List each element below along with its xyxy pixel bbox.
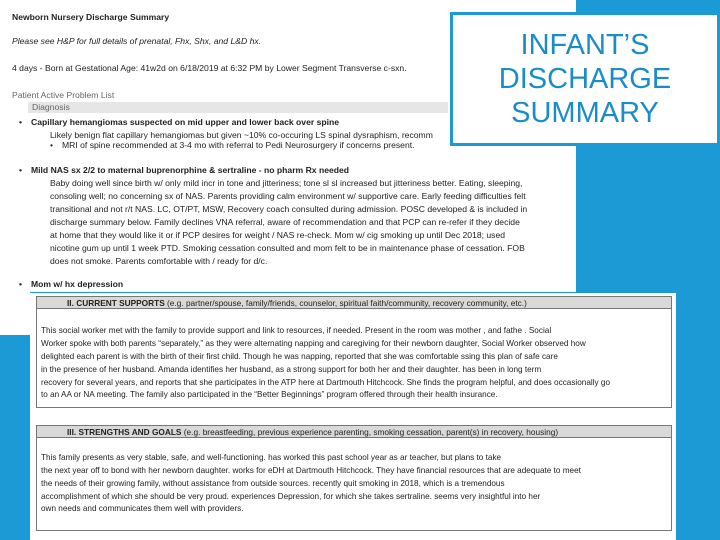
- strengths-goals-header: [37, 426, 671, 438]
- strengths-line: the next year off to bond with her newborn daughter. works for eDH at Dartmouth Hitchcock. They have financial resources that are adequate to meet: [41, 466, 581, 475]
- title-line: SUMMARY: [511, 97, 659, 129]
- problem-3: • Mom w/ hx depression: [31, 279, 123, 290]
- problem-2-line: Baby doing well since birth w/ only mild incr in tone and jitteriness; tone sl sl increased but jitteriness better. Eating, sleeping,: [50, 178, 523, 188]
- supports-line: in the presence of her husband. Amanda identifies her husband, as a strong support for both her and their daughter. has been in long term: [41, 365, 542, 374]
- section-subtitle: (e.g. breastfeeding, previous experience parenting, smoking cessation, parent(s) in recovery, housing): [181, 427, 559, 437]
- diagnosis-header-bar: [28, 102, 448, 113]
- summary-note: Please see H&P for full details of prenatal, Fhx, Shx, and L&D hx.: [12, 36, 262, 46]
- supports-line: recovery for several years, and reports that she participates in the ATP here at Dartmouth Hitchcock. She finds the program helpful, and does occasionally go: [41, 378, 611, 387]
- section-title: III. STRENGTHS AND GOALS: [67, 427, 182, 437]
- supports-line: Worker spoke with both parents “separately,” as they were alternating napping and caregiving for their newborn daughter, Social Worker observed how: [41, 339, 586, 348]
- problem-2: • Mild NAS sx 2/2 to maternal buprenorphine & sertraline - no pharm Rx needed: [31, 165, 349, 176]
- document-edge: [0, 292, 30, 335]
- strengths-line: This family presents as very stable, safe, and well-functioning. has worked this past school year as ar teacher, but plans to take: [41, 453, 502, 462]
- problem-2-line: at home that they would like it or if PCP desires for weight / NAS re-check. Mom w/ cig smoking up until Dec 2018; used: [50, 230, 506, 240]
- problem-2-line: discharge summary below. Family declines VNA referral, aware of recommendation and that PCP can re-refer if they decide: [50, 217, 520, 227]
- supports-line: to an AA or NA meeting. The family also participated in the “Better Beginnings” program offered through their health insurance.: [41, 390, 498, 399]
- problem-list-label: Patient Active Problem List: [12, 90, 115, 100]
- section-subtitle: (e.g. partner/spouse, family/friends, counselor, spiritual faith/community, recovery community, etc.): [164, 298, 527, 308]
- summary-heading: Newborn Nursery Discharge Summary: [12, 12, 170, 22]
- diagnosis-header: Diagnosis: [32, 102, 70, 112]
- strengths-line: own needs and communicates them well with providers.: [41, 504, 244, 513]
- strengths-line: accomplishment of which she should be very proud. experiences Depression, for which she takes sertraline. seems very insightful into her: [41, 492, 541, 501]
- strengths-line: the needs of their growing family, without assistance from outside sources. recently quit smoking in 2018, which is a tremendous: [41, 479, 505, 488]
- problem-1-detail: Likely benign flat capillary hemangiomas but given ~10% co-occuring LS spinal dysraphism, recomm: [50, 130, 433, 140]
- social-work-document: [30, 293, 676, 540]
- supports-line: This social worker met with the family to provide support and link to resources, if needed. Present in the room was mother , and fathe . Social: [41, 326, 552, 335]
- slide-title: [450, 12, 720, 146]
- title-line: DISCHARGE: [498, 63, 672, 95]
- supports-line: delighted each parent is with the birth of their first child. Though he was napping, reported that she was comfortable ssing this plan of safe care: [41, 352, 558, 361]
- current-supports-section: [36, 296, 672, 408]
- title-line: INFANT’S: [520, 29, 650, 61]
- birth-info: 4 days - Born at Gestational Age: 41w2d on 6/18/2019 at 6:32 PM by Lower Segment Transverse c-sxn.: [12, 63, 407, 73]
- current-supports-header: [37, 297, 671, 309]
- strengths-goals-section: [36, 425, 672, 531]
- problem-2-line: transitional and not r/t NAS. LC, OT/PT, MSW, Recovery coach consulted during admission. POSC developed & is included in: [50, 204, 528, 214]
- problem-2-line: consoling well; no concerning sx of NAS. Parents providing calm environment w/ supportive care. Early feeding difficulties felt: [50, 191, 526, 201]
- problem-2-line: nicotine gum up until 1 week PTD. Smoking cessation consulted and mom felt to be in maintenance phase of cessation. FOB: [50, 243, 525, 253]
- section-title: II. CURRENT SUPPORTS: [67, 298, 165, 308]
- problem-2-line: does not smoke. Parents comfortable with / ready for d/c.: [50, 256, 268, 266]
- problem-1: • Capillary hemangiomas suspected on mid upper and lower back over spine: [31, 117, 339, 128]
- problem-1-sub: • MRI of spine recommended at 3-4 mo with referral to Pedi Neurosurgery if concerns present.: [62, 140, 415, 151]
